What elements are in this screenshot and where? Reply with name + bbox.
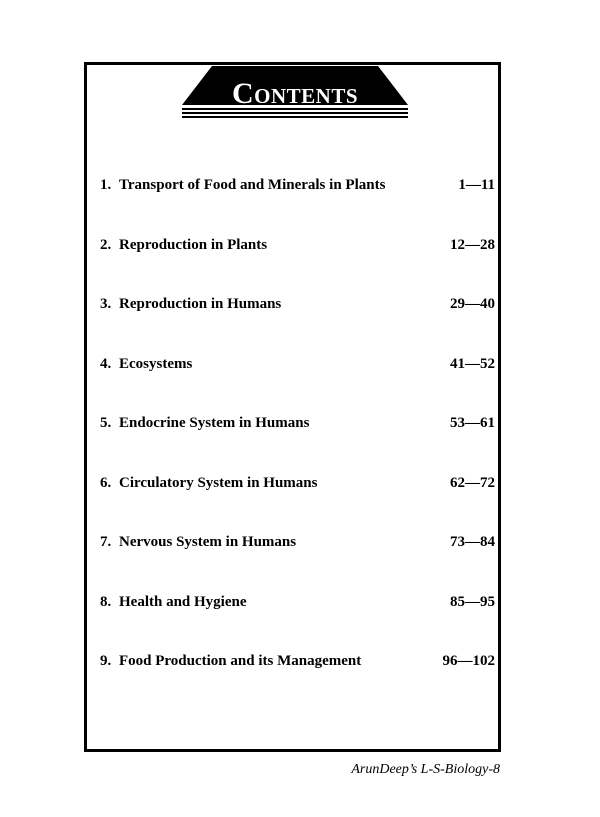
chapter-number: 4.	[100, 355, 112, 372]
chapter-title: Endocrine System in Humans	[119, 415, 310, 431]
chapter-number: 9.	[100, 653, 112, 669]
chapter-number: 2.	[100, 236, 112, 253]
toc-entry[interactable]	[100, 527, 495, 587]
page-title: Contents	[231, 77, 359, 110]
contents-list	[100, 170, 495, 706]
chapter-title: Transport of Food and Minerals in Plants	[119, 177, 386, 193]
toc-entry[interactable]	[100, 587, 495, 647]
toc-entry[interactable]	[100, 408, 495, 468]
chapter-number: 3.	[100, 296, 112, 312]
page-range: 1—11	[458, 177, 495, 193]
toc-entry[interactable]	[100, 230, 495, 290]
chapter-title: Circulatory System in Humans	[119, 474, 318, 491]
toc-entry[interactable]	[100, 468, 495, 528]
page-range: 62—72	[450, 474, 495, 491]
chapter-title: Reproduction in Humans	[119, 296, 282, 312]
page-range: 96—102	[442, 653, 495, 669]
chapter-number: 5.	[100, 415, 112, 431]
toc-entry[interactable]	[100, 170, 495, 230]
page-range: 41—52	[450, 355, 495, 372]
book-footer: ArunDeep’s L-S-Biology-8	[351, 762, 500, 777]
chapter-number: 1.	[100, 177, 112, 193]
chapter-title: Health and Hygiene	[119, 593, 247, 610]
toc-entry[interactable]	[100, 646, 495, 706]
chapter-title: Reproduction in Plants	[119, 236, 268, 253]
page-range: 53—61	[450, 415, 495, 431]
chapter-number: 8.	[100, 593, 112, 610]
chapter-title: Ecosystems	[119, 355, 193, 372]
page-range: 12—28	[450, 236, 495, 253]
chapter-title: Nervous System in Humans	[119, 534, 297, 550]
chapter-number: 7.	[100, 534, 112, 550]
contents-banner	[180, 64, 410, 120]
chapter-number: 6.	[100, 474, 112, 491]
page-range: 85—95	[450, 593, 495, 610]
page-range: 73—84	[450, 534, 495, 550]
toc-entry[interactable]	[100, 289, 495, 349]
page-range: 29—40	[450, 296, 495, 312]
toc-entry[interactable]	[100, 349, 495, 409]
chapter-title: Food Production and its Management	[119, 653, 362, 669]
